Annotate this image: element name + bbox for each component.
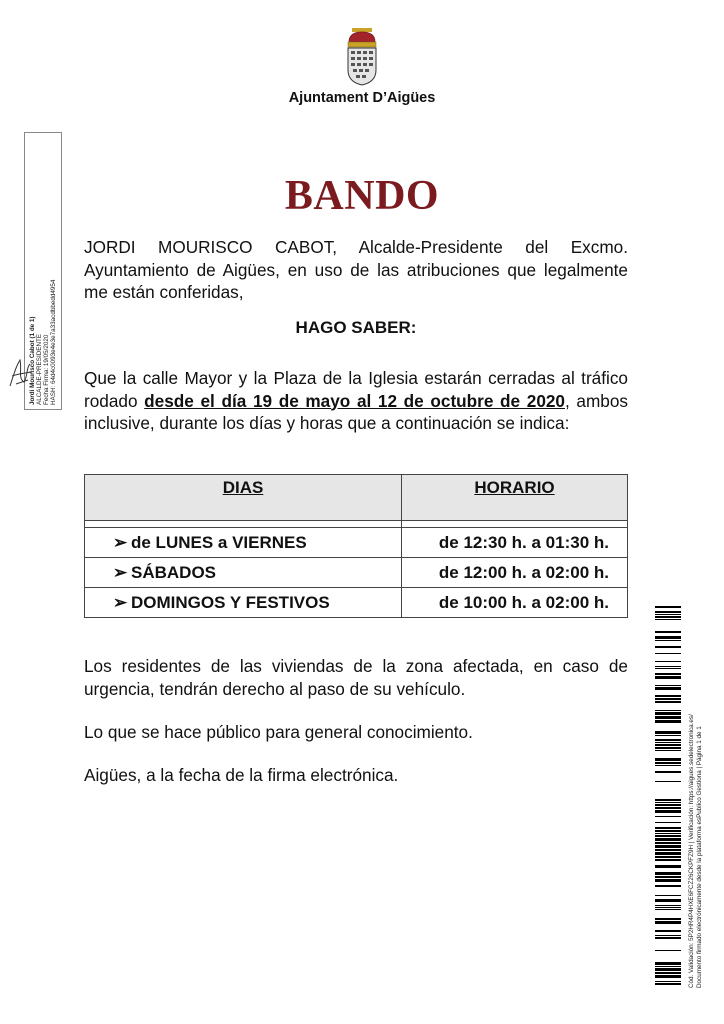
hours-cell: de 12:30 h. a 01:30 h. <box>402 528 628 558</box>
days-cell: ➢ de LUNES a VIERNES <box>85 528 402 558</box>
spacer-row <box>85 521 628 528</box>
residents-paragraph: Los residentes de las viviendas de la zona afectada, en caso de urgencia, tendrán derecho al paso de su vehículo. <box>84 656 628 699</box>
validation-barcode-icon <box>655 606 681 988</box>
arrow-bullet-icon: ➢ <box>113 532 128 552</box>
signature-date: Fecha Firma: 19/05/2020 <box>43 334 50 405</box>
signer-name: Jordi Mourisco Cabot (1 de 1) <box>29 316 36 405</box>
hago-saber-heading: HAGO SABER: <box>295 318 417 337</box>
schedule-table <box>84 474 628 618</box>
notice-paragraph <box>84 367 628 435</box>
signature-hash: HASH: 64d4c0093e4e3e7a33acdbbedd4954 <box>50 279 57 405</box>
hours-cell: de 10:00 h. a 02:00 h. <box>402 588 628 618</box>
table-row <box>85 588 628 618</box>
schedule-header-row <box>85 475 628 521</box>
public-notice-paragraph: Lo que se hace público para general conocimiento. <box>84 722 473 742</box>
document-title: BANDO <box>284 173 440 219</box>
hours-cell: de 12:00 h. a 02:00 h. <box>402 558 628 588</box>
intro-paragraph: JORDI MOURISCO CABOT, Alcalde-Presidente del Excmo. Ayuntamiento de Aigües, en uso de las atribuciones que legalmente me están conferidas, <box>84 237 628 302</box>
town-hall-name: Ajuntament D’Aigües <box>288 90 436 106</box>
verification-text <box>688 606 712 988</box>
hours-column-header: HORARIO <box>402 475 628 521</box>
notice-dates: desde el día 19 de mayo al 12 de octubre de 2020 <box>144 390 565 411</box>
days-cell: ➢ DOMINGOS Y FESTIVOS <box>85 588 402 618</box>
notice-tail: , ambos inclusive, durante los días y horas que a continuación se indica: <box>84 390 629 433</box>
coat-of-arms-icon <box>345 28 379 86</box>
verification-code-line: Cód. Validación: 5P2HR4P4HXE6FCZ26CKPFZ9H | Verificación: https://aigues.sedelectronica.es/ <box>688 714 695 988</box>
days-column-header: DIAS <box>85 475 402 521</box>
arrow-bullet-icon: ➢ <box>113 592 128 612</box>
verification-platform-line: Documento firmado electrónicamente desde la plataforma esPublico Gestiona | Página 1 de 1 <box>696 726 703 988</box>
table-row <box>85 558 628 588</box>
arrow-bullet-icon: ➢ <box>113 562 128 582</box>
closing-paragraph: Aigües, a la fecha de la firma electrónica. <box>84 765 399 785</box>
signer-role: ALCALDE-PRESIDENTE <box>36 333 43 405</box>
notice-lead: Que la calle Mayor y la Plaza de la Iglesia estarán cerradas al tráfico rodado <box>84 368 628 411</box>
table-row <box>85 528 628 558</box>
handwritten-signature-icon <box>6 356 34 390</box>
days-cell: ➢ SÁBADOS <box>85 558 402 588</box>
